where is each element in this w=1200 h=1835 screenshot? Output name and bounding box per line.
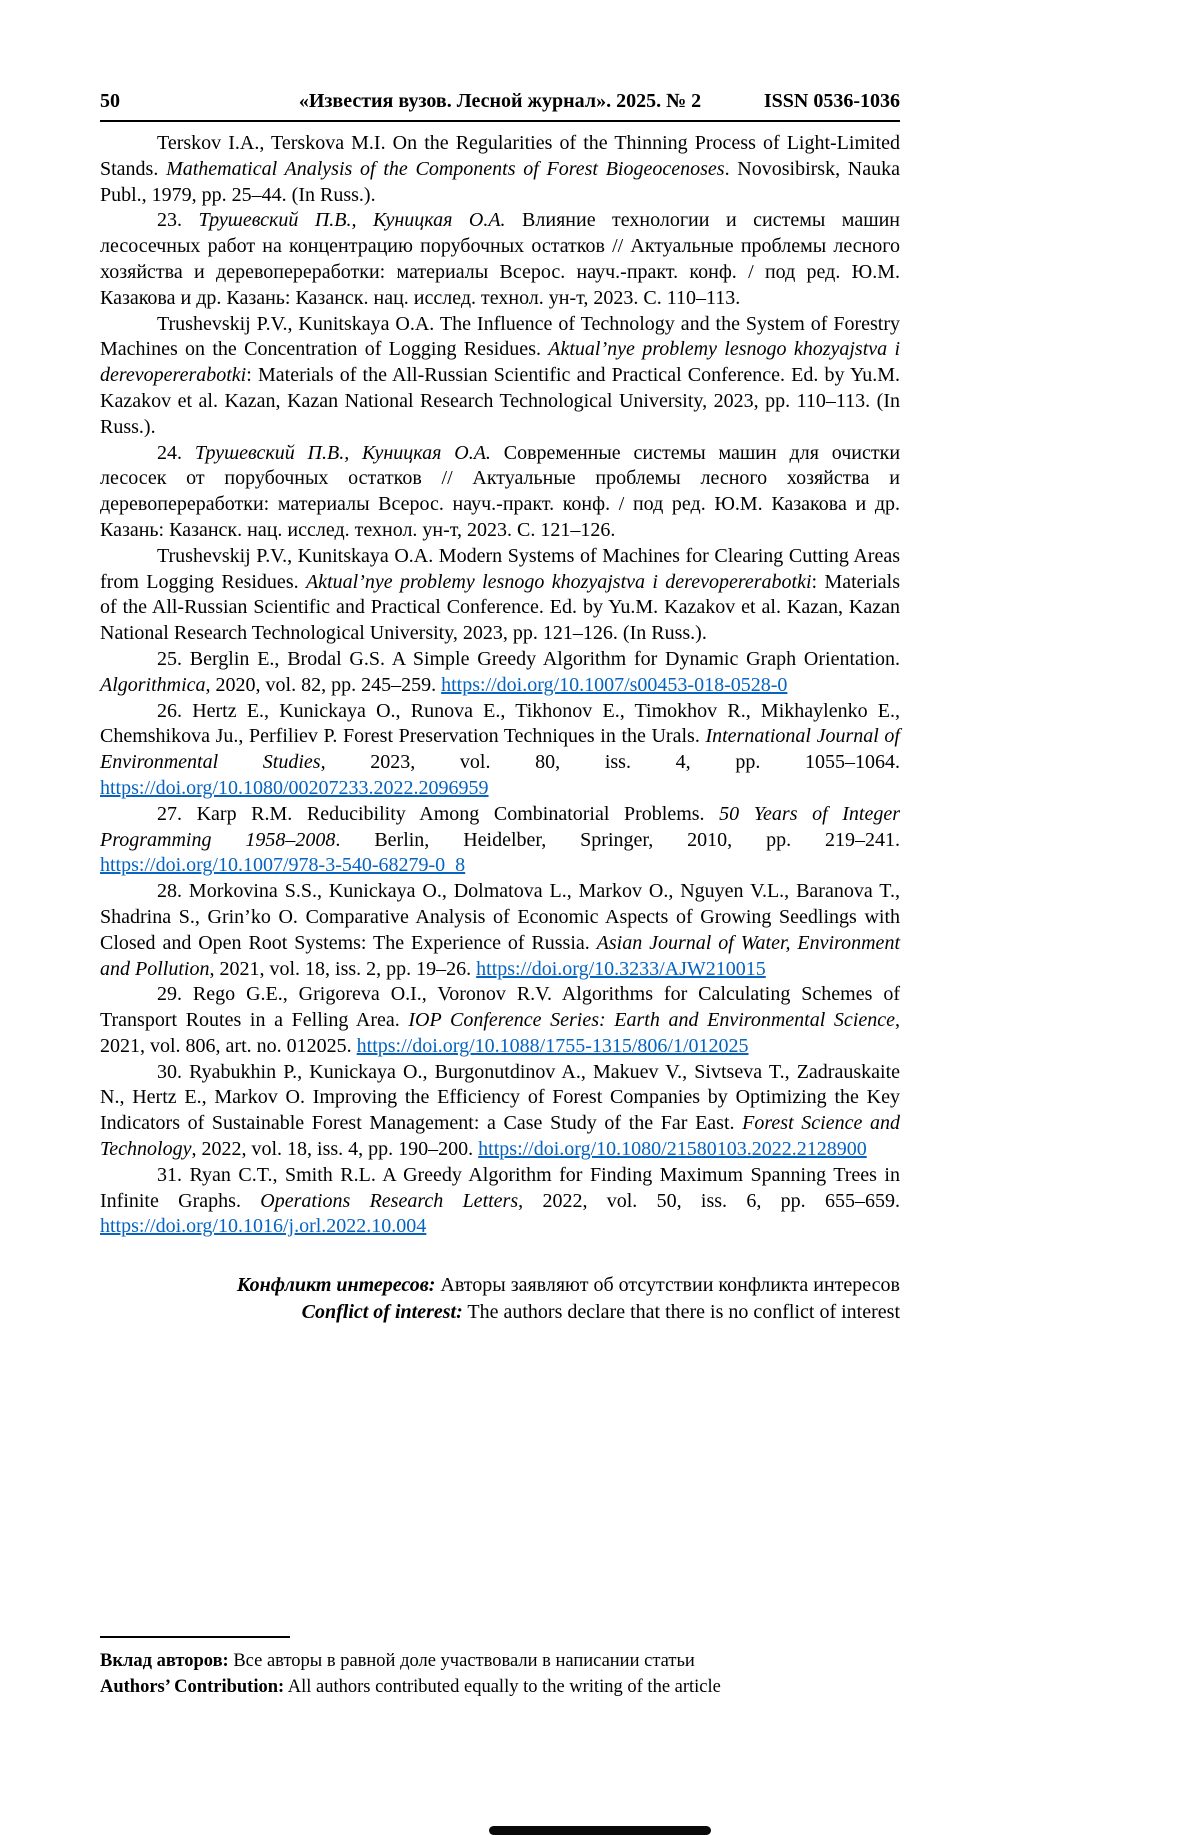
doi-link[interactable]: https://doi.org/10.1007/978-3-540-68279-0_8	[100, 854, 466, 877]
footnote-text: All authors contributed equally to the writing of the article	[284, 1677, 721, 1697]
conflict-line	[100, 1299, 900, 1326]
conflict-of-interest	[100, 1272, 900, 1326]
reference-text: , 2022, vol. 18, iss. 4, pp. 190–200.	[191, 1138, 479, 1161]
reference-text: Trushevskij P.V., Kunitskaya O.A. Modern Systems of Machines for Clearing Cutting Areas from Logging Residues.	[100, 544, 900, 593]
reference-text: , 2021, vol. 18, iss. 2, pp. 19–26.	[209, 957, 477, 980]
reference-text: 26. Hertz E., Kunickaya O., Runova E., Tikhonov E., Timokhov R., Mikhaylenko E., Chemshikova Ju., Perfiliev P. Forest Preservation Techniques in the Urals.	[100, 699, 900, 748]
references-list	[100, 131, 900, 1240]
conflict-text: The authors declare that there is no conflict of interest	[462, 1301, 900, 1324]
reference-paragraph	[100, 1060, 900, 1163]
italic-source-title: Algorithmica	[100, 673, 206, 696]
italic-source-title: Operations Research Letters	[260, 1189, 519, 1212]
italic-source-title: Aktual’nye problemy lesnogo khozyajstva i derevopererabotki	[305, 570, 812, 593]
footnote-lines	[100, 1648, 900, 1700]
conflict-text: Авторы заявляют об отсутствии конфликта интересов	[435, 1274, 900, 1297]
italic-source-title: Трушевский П.В., Куницкая О.А.	[194, 441, 491, 464]
reference-paragraph	[100, 131, 900, 208]
footnote-lead: Вклад авторов:	[100, 1651, 229, 1671]
doi-link[interactable]: https://doi.org/10.1088/1755-1315/806/1/012025	[356, 1034, 749, 1057]
reference-text: , 2020, vol. 82, pp. 245–259.	[205, 673, 442, 696]
reference-text: 25. Berglin E., Brodal G.S. A Simple Greedy Algorithm for Dynamic Graph Orientation.	[157, 647, 900, 670]
home-indicator	[489, 1826, 711, 1835]
reference-text: 24.	[157, 441, 195, 464]
reference-text: 30. Ryabukhin P., Kunickaya O., Burgonutdinov A., Makuev V., Sivtseva T., Zadrauskaite N., Hertz E., Markov O. Improving the Efficiency of Forest Companies by Optimizing the Key Indicators of Sustainable Forest Management: a Case Study of the Far East.	[100, 1060, 900, 1135]
running-header	[100, 90, 900, 122]
footnote-text: Все авторы в равной доле участвовали в написании статьи	[228, 1651, 695, 1671]
italic-source-title: IOP Conference Series: Earth and Environmental Science	[408, 1009, 896, 1032]
reference-text: : Materials of the All-Russian Scientific and Practical Conference. Ed. by Yu.M. Kazakov et al. Kazan, Kazan National Research Technological University, 2023, pp. 110–113. (In Russ.).	[100, 364, 900, 438]
footnote-divider	[100, 1636, 290, 1638]
reference-paragraph	[100, 544, 900, 647]
footnote-line	[100, 1674, 900, 1700]
footnote-lead: Authors’ Contribution:	[100, 1677, 285, 1697]
journal-title: «Известия вузов. Лесной журнал». 2025. № 2	[298, 90, 702, 112]
reference-text: Влияние технологии и системы машин лесосечных работ на концентрацию порубочных остатков // Актуальные проблемы лесного хозяйства и деревопереработки: материалы Всерос. науч.-практ. конф. / под ред. Ю.М. Казакова и др. Казань: Казанск. нац. исслед. технол. ун-т, 2023. С. 110–113.	[100, 209, 901, 309]
reference-text: 27. Karp R.M. Reducibility Among Combinatorial Problems.	[157, 802, 720, 825]
reference-paragraph	[100, 879, 900, 982]
italic-source-title: 50 Years of Integer Programming 1958–2008	[100, 802, 900, 851]
italic-source-title: Трушевский П.В., Куницкая О.А.	[198, 209, 506, 232]
italic-source-title: Asian Journal of Water, Environment and Pollution	[100, 931, 900, 980]
reference-text: Trushevskij P.V., Kunitskaya O.A. The Influence of Technology and the System of Forestry Machines on the Concentration of Logging Residues.	[100, 312, 900, 361]
doi-link[interactable]: https://doi.org/10.1007/s00453-018-0528-0	[441, 673, 788, 696]
reference-text: 29. Rego G.E., Grigoreva O.I., Voronov R.V. Algorithms for Calculating Schemes of Transport Routes in a Felling Area.	[100, 983, 900, 1032]
italic-source-title: International Journal of Environmental Studies	[100, 725, 900, 774]
italic-source-title: Forest Science and Technology	[100, 1112, 901, 1161]
italic-source-title: Mathematical Analysis of the Components of Forest Biogeocenoses	[166, 157, 725, 180]
reference-text: . Novosibirsk, Nauka Publ., 1979, pp. 25–44. (In Russ.).	[100, 157, 901, 206]
reference-paragraph	[100, 647, 900, 699]
reference-text: Terskov I.A., Terskova M.I. On the Regularities of the Thinning Process of Light-Limited Stands.	[100, 132, 900, 180]
reference-text: 23.	[157, 209, 199, 232]
reference-paragraph	[100, 1163, 900, 1240]
reference-paragraph	[100, 208, 900, 311]
reference-text: , 2023, vol. 80, iss. 4, pp. 1055–1064.	[320, 751, 900, 774]
page-number: 50	[100, 90, 120, 112]
reference-paragraph	[100, 441, 900, 544]
reference-paragraph	[100, 699, 900, 802]
reference-text: . Berlin, Heidelber, Springer, 2010, pp. 219–241.	[335, 828, 900, 851]
reference-paragraph	[100, 982, 900, 1059]
doi-link[interactable]: https://doi.org/10.1080/21580103.2022.2128900	[478, 1138, 867, 1161]
reference-paragraph	[100, 312, 900, 441]
reference-text: 28. Morkovina S.S., Kunickaya O., Dolmatova L., Markov O., Nguyen V.L., Baranova T., Shadrina S., Grin’ko O. Comparative Analysis of Economic Aspects of Growing Seedlings with Closed and Open Root Systems: The Experience of Russia.	[100, 880, 900, 954]
conflict-lead: Конфликт интересов:	[236, 1274, 436, 1297]
reference-paragraph	[100, 802, 900, 879]
reference-text: , 2021, vol. 806, art. no. 012025.	[100, 1009, 901, 1057]
doi-link[interactable]: https://doi.org/10.1016/j.orl.2022.10.004	[100, 1215, 427, 1238]
reference-text: 31. Ryan C.T., Smith R.L. A Greedy Algorithm for Finding Maximum Spanning Trees in Infinite Graphs.	[100, 1163, 900, 1212]
footnote-line	[100, 1648, 900, 1674]
reference-text: : Materials of the All-Russian Scientific and Practical Conference. Ed. by Yu.M. Kazakov et al. Kazan, Kazan National Research Technological University, 2023, pp. 121–126. (In Russ.).	[100, 570, 900, 645]
reference-text: , 2022, vol. 50, iss. 6, pp. 655–659.	[518, 1189, 900, 1212]
footnotes-section	[100, 1636, 900, 1700]
doi-link[interactable]: https://doi.org/10.3233/AJW210015	[476, 957, 766, 980]
doi-link[interactable]: https://doi.org/10.1080/00207233.2022.2096959	[100, 776, 489, 799]
italic-source-title: Aktual’nye problemy lesnogo khozyajstva i derevopererabotki	[100, 338, 901, 387]
conflict-lead: Conflict of interest:	[301, 1301, 463, 1324]
conflict-line	[100, 1272, 900, 1299]
reference-text: Современные системы машин для очистки лесосек от порубочных остатков // Актуальные проблемы лесного хозяйства и деревопереработки: материалы Всерос. науч.-практ. конф. / под ред. Ю.М. Казакова и др. Казань: Казанск. нац. исслед. технол. ун-т, 2023. С. 121–126.	[100, 441, 901, 541]
issn-label: ISSN 0536-1036	[763, 90, 900, 112]
